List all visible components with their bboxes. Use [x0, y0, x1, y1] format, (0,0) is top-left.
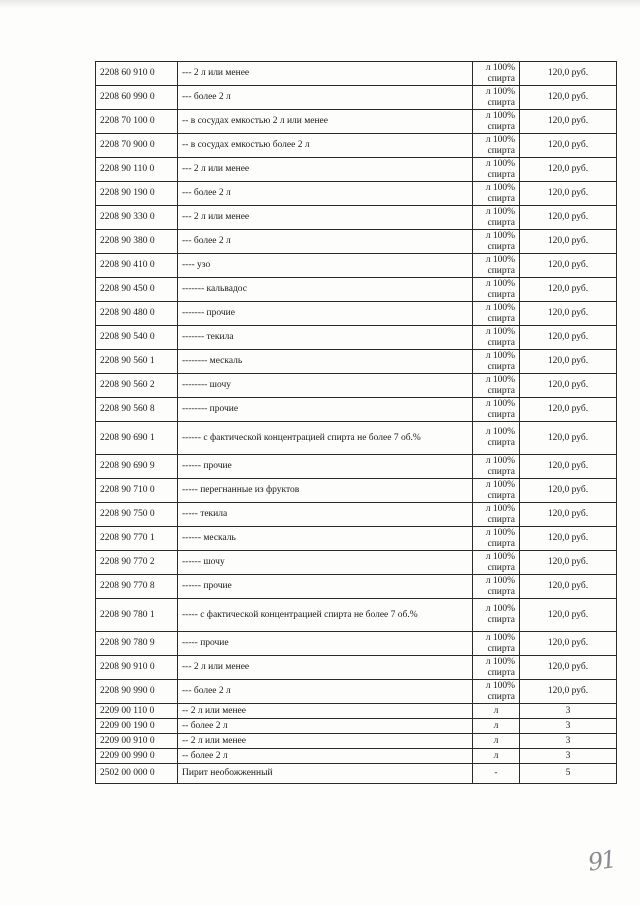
duty-rate-cell: 3: [520, 749, 617, 764]
unit-cell: [473, 479, 520, 503]
goods-name-cell: Пирит необожженный: [178, 764, 473, 784]
goods-name-cell: -------- шочу: [178, 374, 473, 398]
tariff-code-cell: 2502 00 000 0: [96, 764, 178, 784]
unit-line: спирта: [487, 490, 515, 501]
unit-cell: [473, 455, 520, 479]
tariff-code-cell: 2209 00 990 0: [96, 749, 178, 764]
unit-line: спирта: [487, 169, 515, 180]
unit-line: л: [493, 750, 499, 761]
unit-cell: [473, 158, 520, 182]
unit-line: спирта: [487, 361, 515, 372]
table-row: [96, 632, 617, 656]
goods-name-cell: --- 2 л или менее: [178, 656, 473, 680]
goods-name-cell: ----- прочие: [178, 632, 473, 656]
unit-line: спирта: [487, 121, 515, 132]
unit-cell: [473, 680, 520, 704]
unit-line: л 100%: [485, 134, 515, 145]
unit-line: спирта: [487, 466, 515, 477]
unit-cell: [473, 302, 520, 326]
duty-rate-cell: 120,0 руб.: [520, 350, 617, 374]
unit-line: спирта: [487, 145, 515, 156]
table-row: [96, 302, 617, 326]
goods-name-cell: --- более 2 л: [178, 86, 473, 110]
duty-rate-cell: 120,0 руб.: [520, 254, 617, 278]
duty-rate-cell: 120,0 руб.: [520, 110, 617, 134]
unit-cell: [473, 134, 520, 158]
tariff-code-cell: 2208 90 380 0: [96, 230, 178, 254]
unit-cell: [473, 632, 520, 656]
unit-cell: [473, 374, 520, 398]
unit-line: спирта: [487, 667, 515, 678]
unit-cell: [473, 182, 520, 206]
duty-rate-cell: 5: [520, 764, 617, 784]
goods-name-cell: -- 2 л или менее: [178, 704, 473, 719]
tariff-code-cell: 2208 90 780 9: [96, 632, 178, 656]
tariff-code-cell: 2209 00 110 0: [96, 704, 178, 719]
tariff-code-cell: 2208 60 990 0: [96, 86, 178, 110]
duty-rate-cell: 120,0 руб.: [520, 680, 617, 704]
unit-line: л 100%: [485, 455, 515, 466]
tariff-code-cell: 2208 90 330 0: [96, 206, 178, 230]
duty-rate-cell: 120,0 руб.: [520, 278, 617, 302]
table-row: [96, 527, 617, 551]
table-row: [96, 734, 617, 749]
goods-name-cell: ------ прочие: [178, 575, 473, 599]
goods-name-cell: ---- узо: [178, 254, 473, 278]
tariff-code-cell: 2208 60 910 0: [96, 62, 178, 86]
goods-name-cell: -- более 2 л: [178, 719, 473, 734]
tariff-code-cell: 2209 00 910 0: [96, 734, 178, 749]
unit-line: л: [493, 705, 499, 716]
tariff-table: [95, 61, 617, 784]
goods-name-cell: -- более 2 л: [178, 749, 473, 764]
unit-cell: [473, 86, 520, 110]
tariff-code-cell: 2208 90 450 0: [96, 278, 178, 302]
unit-line: л 100%: [485, 632, 515, 643]
unit-line: л 100%: [485, 254, 515, 265]
goods-name-cell: ------- текила: [178, 326, 473, 350]
duty-rate-cell: 3: [520, 719, 617, 734]
table-row: [96, 422, 617, 455]
unit-line: спирта: [487, 409, 515, 420]
duty-rate-cell: 120,0 руб.: [520, 398, 617, 422]
tariff-code-cell: 2208 90 780 1: [96, 599, 178, 632]
unit-cell: [473, 326, 520, 350]
goods-name-cell: ----- с фактической концентрацией спирта не более 7 об.%: [178, 599, 473, 632]
unit-line: л: [493, 735, 499, 746]
tariff-table-body: [96, 62, 617, 784]
duty-rate-cell: 120,0 руб.: [520, 158, 617, 182]
scan-shadow: [0, 0, 640, 8]
unit-line: л 100%: [485, 503, 515, 514]
unit-line: л 100%: [485, 604, 515, 614]
tariff-code-cell: 2209 00 190 0: [96, 719, 178, 734]
unit-line: спирта: [487, 337, 515, 348]
unit-line: л 100%: [485, 551, 515, 562]
unit-line: л 100%: [485, 206, 515, 217]
tariff-code-cell: 2208 90 910 0: [96, 656, 178, 680]
goods-name-cell: ------ прочие: [178, 455, 473, 479]
unit-line: спирта: [487, 73, 515, 84]
unit-line: спирта: [487, 241, 515, 252]
table-row: [96, 206, 617, 230]
table-row: [96, 350, 617, 374]
unit-line: л 100%: [485, 427, 515, 437]
table-row: [96, 455, 617, 479]
unit-line: л 100%: [485, 110, 515, 121]
duty-rate-cell: 120,0 руб.: [520, 302, 617, 326]
duty-rate-cell: 120,0 руб.: [520, 479, 617, 503]
unit-cell: [473, 704, 520, 719]
table-row: [96, 575, 617, 599]
goods-name-cell: -- 2 л или менее: [178, 734, 473, 749]
unit-line: л 100%: [485, 230, 515, 241]
table-row: [96, 704, 617, 719]
unit-line: спирта: [487, 313, 515, 324]
unit-line: л 100%: [485, 656, 515, 667]
tariff-code-cell: 2208 90 770 2: [96, 551, 178, 575]
unit-cell: [473, 398, 520, 422]
unit-line: спирта: [487, 643, 515, 654]
tariff-code-cell: 2208 90 690 9: [96, 455, 178, 479]
tariff-code-cell: 2208 90 710 0: [96, 479, 178, 503]
duty-rate-cell: 3: [520, 704, 617, 719]
tariff-code-cell: 2208 70 100 0: [96, 110, 178, 134]
unit-cell: [473, 503, 520, 527]
unit-cell: [473, 575, 520, 599]
tariff-code-cell: 2208 90 560 2: [96, 374, 178, 398]
tariff-code-cell: 2208 90 190 0: [96, 182, 178, 206]
table-row: [96, 134, 617, 158]
goods-name-cell: --- 2 л или менее: [178, 158, 473, 182]
duty-rate-cell: 120,0 руб.: [520, 551, 617, 575]
goods-name-cell: -- в сосудах емкостью 2 л или менее: [178, 110, 473, 134]
duty-rate-cell: 120,0 руб.: [520, 503, 617, 527]
goods-name-cell: --- более 2 л: [178, 680, 473, 704]
unit-cell: [473, 734, 520, 749]
unit-cell: [473, 62, 520, 86]
unit-line: спирта: [487, 289, 515, 300]
unit-line: л 100%: [485, 326, 515, 337]
duty-rate-cell: 120,0 руб.: [520, 455, 617, 479]
goods-name-cell: --- 2 л или менее: [178, 206, 473, 230]
table-row: [96, 326, 617, 350]
table-row: [96, 110, 617, 134]
table-row: [96, 551, 617, 575]
duty-rate-cell: 120,0 руб.: [520, 86, 617, 110]
table-row: [96, 599, 617, 632]
goods-name-cell: -------- прочие: [178, 398, 473, 422]
table-row: [96, 398, 617, 422]
unit-cell: [473, 422, 520, 455]
unit-line: спирта: [487, 691, 515, 702]
unit-line: л 100%: [485, 86, 515, 97]
goods-name-cell: ------- кальвадос: [178, 278, 473, 302]
unit-line: спирта: [487, 615, 515, 625]
tariff-code-cell: 2208 90 560 8: [96, 398, 178, 422]
duty-rate-cell: 120,0 руб.: [520, 182, 617, 206]
duty-rate-cell: 120,0 руб.: [520, 326, 617, 350]
duty-rate-cell: 120,0 руб.: [520, 206, 617, 230]
unit-cell: [473, 551, 520, 575]
goods-name-cell: ------ шочу: [178, 551, 473, 575]
tariff-code-cell: 2208 90 410 0: [96, 254, 178, 278]
duty-rate-cell: 120,0 руб.: [520, 656, 617, 680]
unit-line: л 100%: [485, 62, 515, 73]
duty-rate-cell: 120,0 руб.: [520, 632, 617, 656]
unit-line: спирта: [487, 562, 515, 573]
unit-line: спирта: [487, 265, 515, 276]
unit-cell: [473, 719, 520, 734]
unit-line: л 100%: [485, 278, 515, 289]
tariff-code-cell: 2208 70 900 0: [96, 134, 178, 158]
handwritten-page-number: 91: [586, 845, 617, 877]
table-row: [96, 719, 617, 734]
unit-line: л 100%: [485, 182, 515, 193]
table-row: [96, 503, 617, 527]
table-row: [96, 479, 617, 503]
unit-line: спирта: [487, 217, 515, 228]
duty-rate-cell: 120,0 руб.: [520, 134, 617, 158]
unit-line: л: [493, 720, 499, 731]
table-row: [96, 182, 617, 206]
unit-line: спирта: [487, 438, 515, 448]
unit-line: -: [494, 768, 498, 778]
tariff-code-cell: 2208 90 540 0: [96, 326, 178, 350]
duty-rate-cell: 3: [520, 734, 617, 749]
unit-line: л 100%: [485, 158, 515, 169]
goods-name-cell: ------ с фактической концентрацией спирта не более 7 об.%: [178, 422, 473, 455]
duty-rate-cell: 120,0 руб.: [520, 62, 617, 86]
table-row: [96, 62, 617, 86]
duty-rate-cell: 120,0 руб.: [520, 527, 617, 551]
unit-line: л 100%: [485, 575, 515, 586]
unit-line: спирта: [487, 193, 515, 204]
table-row: [96, 680, 617, 704]
tariff-code-cell: 2208 90 750 0: [96, 503, 178, 527]
unit-line: л 100%: [485, 479, 515, 490]
goods-name-cell: ----- текила: [178, 503, 473, 527]
tariff-code-cell: 2208 90 770 8: [96, 575, 178, 599]
goods-name-cell: --- более 2 л: [178, 230, 473, 254]
tariff-code-cell: 2208 90 770 1: [96, 527, 178, 551]
goods-name-cell: --- 2 л или менее: [178, 62, 473, 86]
goods-name-cell: ------- прочие: [178, 302, 473, 326]
tariff-code-cell: 2208 90 110 0: [96, 158, 178, 182]
duty-rate-cell: 120,0 руб.: [520, 230, 617, 254]
unit-cell: [473, 350, 520, 374]
tariff-code-cell: 2208 90 990 0: [96, 680, 178, 704]
goods-name-cell: --- более 2 л: [178, 182, 473, 206]
duty-rate-cell: 120,0 руб.: [520, 374, 617, 398]
unit-line: спирта: [487, 97, 515, 108]
unit-cell: [473, 599, 520, 632]
unit-cell: [473, 278, 520, 302]
table-row: [96, 86, 617, 110]
table-row: [96, 158, 617, 182]
goods-name-cell: -------- мескаль: [178, 350, 473, 374]
unit-cell: [473, 206, 520, 230]
table-row: [96, 230, 617, 254]
unit-line: спирта: [487, 385, 515, 396]
duty-rate-cell: 120,0 руб.: [520, 575, 617, 599]
table-row: [96, 656, 617, 680]
unit-cell: [473, 230, 520, 254]
unit-cell: [473, 749, 520, 764]
tariff-code-cell: 2208 90 480 0: [96, 302, 178, 326]
goods-name-cell: -- в сосудах емкостью более 2 л: [178, 134, 473, 158]
table-row: [96, 278, 617, 302]
goods-name-cell: ----- перегнанные из фруктов: [178, 479, 473, 503]
unit-line: спирта: [487, 514, 515, 525]
table-row: [96, 749, 617, 764]
unit-cell: [473, 656, 520, 680]
unit-line: л 100%: [485, 398, 515, 409]
unit-line: л 100%: [485, 302, 515, 313]
unit-line: л 100%: [485, 680, 515, 691]
unit-cell: [473, 254, 520, 278]
duty-rate-cell: 120,0 руб.: [520, 599, 617, 632]
unit-line: л 100%: [485, 527, 515, 538]
goods-name-cell: ------ мескаль: [178, 527, 473, 551]
unit-line: л 100%: [485, 374, 515, 385]
table-row: [96, 374, 617, 398]
unit-line: спирта: [487, 586, 515, 597]
unit-cell: [473, 110, 520, 134]
table-row: [96, 254, 617, 278]
unit-line: л 100%: [485, 350, 515, 361]
unit-cell: [473, 764, 520, 784]
tariff-code-cell: 2208 90 560 1: [96, 350, 178, 374]
table-row: [96, 764, 617, 784]
unit-line: спирта: [487, 538, 515, 549]
unit-cell: [473, 527, 520, 551]
tariff-code-cell: 2208 90 690 1: [96, 422, 178, 455]
duty-rate-cell: 120,0 руб.: [520, 422, 617, 455]
